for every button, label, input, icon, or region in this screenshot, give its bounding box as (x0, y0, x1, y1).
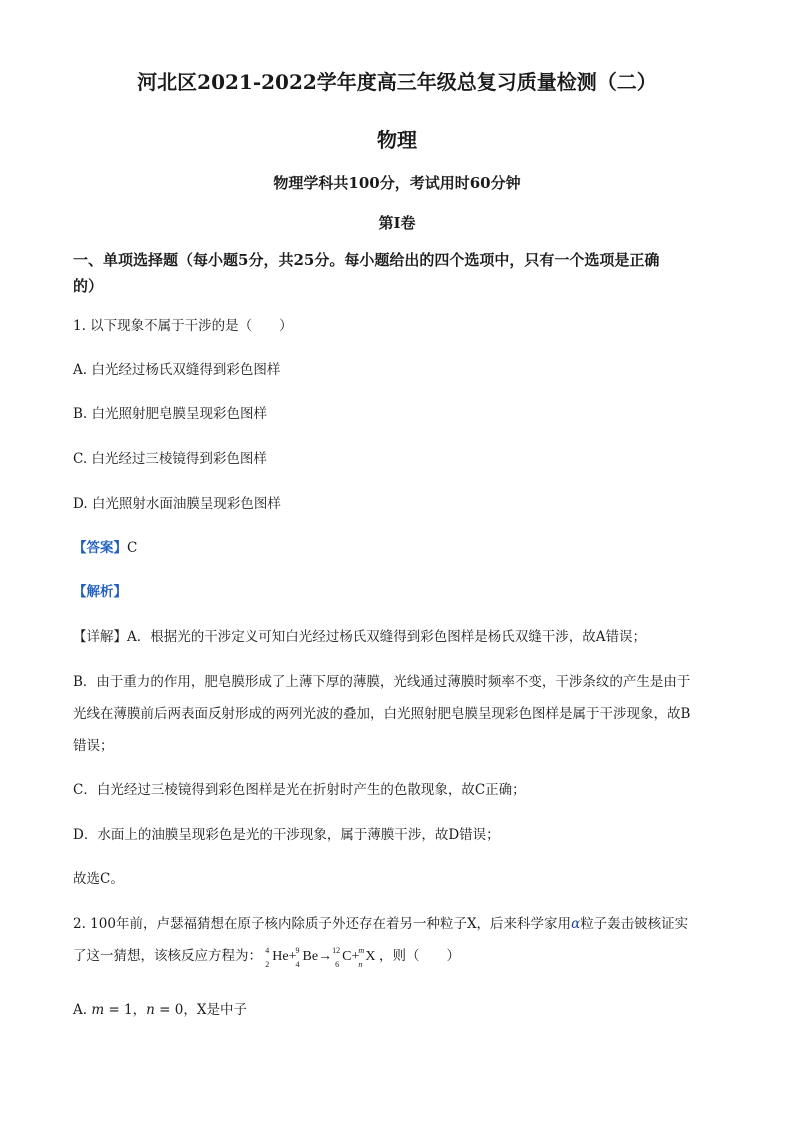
q1-detail-b1: B．由于重力的作用，肥皂膜形成了上薄下厚的薄膜，光线通过薄膜时频率不变，干涉条纹的产生是由于 (73, 674, 691, 690)
q2-stem-2b: ，则（ ） (378, 948, 460, 964)
q1-conclusion: 故选C。 (73, 871, 124, 887)
answer-tag: 【答案】 (73, 540, 127, 556)
q1-option-b: B. 白光照射肥皂膜呈现彩色图样 (73, 406, 268, 422)
q1-option-a: A. 白光经过杨氏双缝得到彩色图样 (73, 362, 281, 378)
q1-detail-d: D．水面上的油膜呈现彩色是光的干涉现象，属于薄膜干涉，故D错误； (73, 827, 500, 843)
q2-stem-line2 (73, 946, 728, 967)
q1-option-d: D. 白光照射水面油膜呈现彩色图样 (73, 496, 281, 512)
q2-option-a: A. m = 1，n = 0，X是中子 (73, 1002, 247, 1018)
subject-title: 物理 (377, 128, 417, 152)
q1-detail-c: C．白光经过三棱镜得到彩色图样是光在折射时产生的色散现象，故C正确； (73, 782, 526, 798)
q1-detail-b3: 错误； (73, 738, 114, 754)
q1-analysis (73, 582, 728, 602)
volume-title: 第I卷 (378, 214, 416, 232)
analysis-tag: 【解析】 (73, 584, 127, 600)
carbon-nucleus: 12 6 C (332, 946, 352, 969)
beryllium-nucleus: 9 4 Be (295, 946, 319, 969)
detail-a-text: A．根据光的干涉定义可知白光经过杨氏双缝得到彩色图样是杨氏双缝干涉，故A错误； (127, 629, 646, 645)
q2-stem-1b: 粒子轰击铍核证实 (580, 916, 689, 932)
nuclear-equation: 4 2 He+ 9 4 Be→ 12 6 C+ m n X (265, 946, 376, 969)
alpha-symbol: α (571, 916, 581, 932)
x-particle: m n X (358, 946, 376, 969)
q1-option-c: C. 白光经过三棱镜得到彩色图样 (73, 451, 267, 467)
q1-answer (73, 538, 728, 558)
exam-info: 物理学科共100分，考试用时60分钟 (273, 174, 521, 192)
exam-title: 河北区2021-2022学年度高三年级总复习质量检测（二） (137, 70, 657, 94)
q1-stem: 1. 以下现象不属于干涉的是（ ） (73, 318, 293, 334)
answer-value: C (127, 540, 138, 556)
section-heading-line2: 的） (73, 277, 104, 295)
section-heading-line1: 一、单项选择题（每小题5分，共25分。每小题给出的四个选项中，只有一个选项是正确 (73, 251, 660, 269)
q1-detail-b2: 光线在薄膜前后两表面反射形成的两列光波的叠加，白光照射肥皂膜呈现彩色图样是属于干涉现象，故B (73, 706, 691, 722)
q2-stem-2a: 了这一猜想，该核反应方程为： (73, 948, 262, 964)
detail-tag: 【详解】 (73, 629, 127, 645)
helium-nucleus: 4 2 He (265, 946, 289, 969)
q1-detail-a (73, 627, 728, 647)
q2-stem-1a: 2. 100年前，卢瑟福猜想在原子核内除质子外还存在着另一种粒子X，后来科学家用 (73, 916, 572, 932)
arrow: → (318, 949, 333, 964)
q2-stem-line1 (73, 914, 728, 934)
